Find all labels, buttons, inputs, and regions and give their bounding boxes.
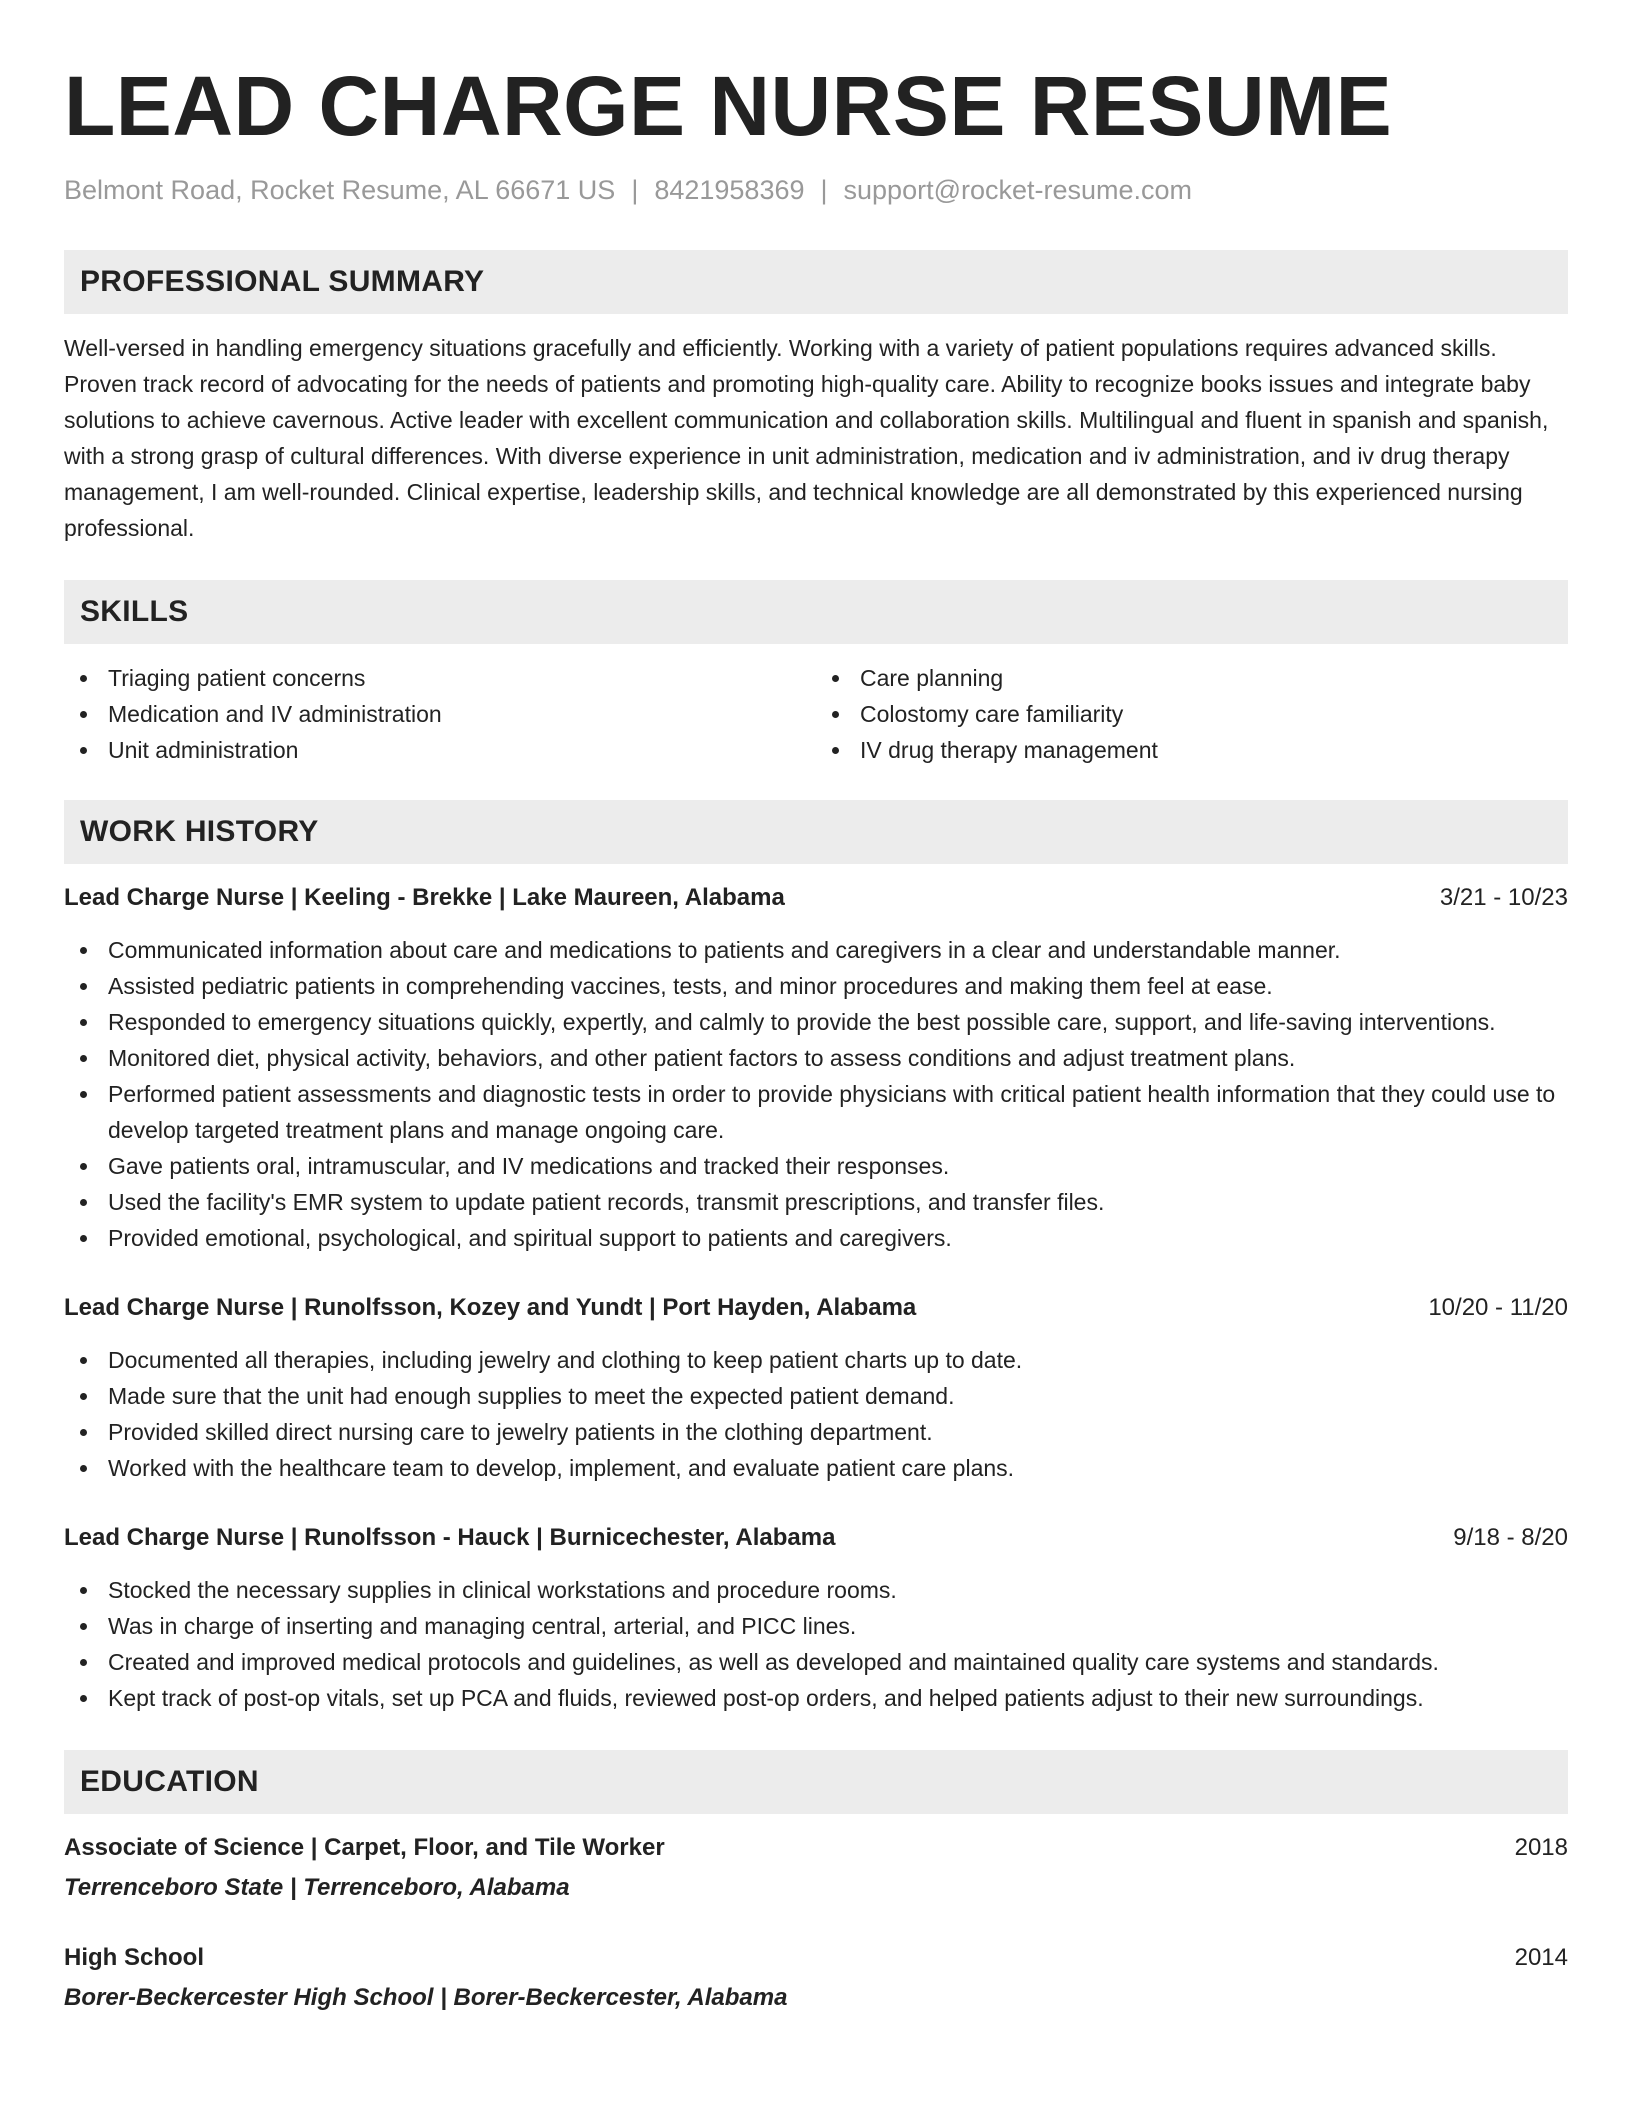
job-bullet: Kept track of post-op vitals, set up PCA and fluids, reviewed post-op orders, and helped patients adjust to their new surroundings. xyxy=(64,1680,1568,1716)
contact-address: Belmont Road, Rocket Resume, AL 66671 US xyxy=(64,175,616,205)
education-header xyxy=(64,1830,1568,1866)
contact-phone: 8421958369 xyxy=(654,175,805,205)
education-degree: Associate of Science | Carpet, Floor, and Tile Worker xyxy=(64,1834,665,1861)
skill-item: Care planning xyxy=(816,660,1568,696)
job-header xyxy=(64,880,1568,916)
job-bullet: Monitored diet, physical activity, behaviors, and other patient factors to assess conditions and adjust treatment plans. xyxy=(64,1040,1568,1076)
job-bullet: Provided skilled direct nursing care to jewelry patients in the clothing department. xyxy=(64,1414,1568,1450)
job-bullet: Worked with the healthcare team to develop, implement, and evaluate patient care plans. xyxy=(64,1450,1568,1486)
skills-column-left xyxy=(64,660,816,768)
education-header xyxy=(64,1940,1568,1976)
job-dates: 9/18 - 8/20 xyxy=(1453,1524,1568,1551)
contact-line xyxy=(64,172,1568,208)
job-title: Lead Charge Nurse | Keeling - Brekke | Lake Maureen, Alabama xyxy=(64,884,785,911)
job-bullet: Used the facility's EMR system to update patient records, transmit prescriptions, and transfer files. xyxy=(64,1184,1568,1220)
job-entry xyxy=(64,1290,1568,1486)
section-heading-work-history: WORK HISTORY xyxy=(64,800,1568,864)
job-bullet: Made sure that the unit had enough supplies to meet the expected patient demand. xyxy=(64,1378,1568,1414)
job-bullet: Performed patient assessments and diagnostic tests in order to provide physicians with critical patient health information that they could use to develop targeted treatment plans and manage ongoing care. xyxy=(64,1076,1568,1148)
job-bullets xyxy=(64,1572,1568,1716)
education-entry xyxy=(64,1940,1568,2016)
section-heading-skills: SKILLS xyxy=(64,580,1568,644)
job-title: Lead Charge Nurse | Runolfsson - Hauck | Burnicechester, Alabama xyxy=(64,1524,836,1551)
resume-title: LEAD CHARGE NURSE RESUME xyxy=(64,59,1393,153)
education-entry xyxy=(64,1830,1568,1906)
summary-text: Well-versed in handling emergency situations gracefully and efficiently. Working with a variety of patient populations requires advanced skills. Proven track record of advocating for the needs of patients and promoting high-quality care. Ability to recognize books issues and integrate baby solutions to achieve cavernous. Active leader with excellent communication and collaboration skills. Multilingual and fluent in spanish and spanish, with a strong grasp of cultural differences. With diverse experience in unit administration, medication and iv administration, and iv drug therapy management, I am well-rounded. Clinical expertise, leadership skills, and technical knowledge are all demonstrated by this experienced nursing professional. xyxy=(64,335,1549,541)
contact-email: support@rocket-resume.com xyxy=(843,175,1193,205)
section-heading-summary: PROFESSIONAL SUMMARY xyxy=(64,250,1568,314)
job-bullet: Created and improved medical protocols and guidelines, as well as developed and maintained quality care systems and standards. xyxy=(64,1644,1568,1680)
job-dates: 3/21 - 10/23 xyxy=(1439,884,1568,911)
job-dates: 10/20 - 11/20 xyxy=(1428,1294,1568,1321)
job-bullet: Gave patients oral, intramuscular, and IV medications and tracked their responses. xyxy=(64,1148,1568,1184)
contact-separator: | xyxy=(820,175,828,205)
skills-column-right xyxy=(816,660,1568,768)
job-bullets xyxy=(64,932,1568,1256)
job-header xyxy=(64,1290,1568,1326)
job-bullet: Assisted pediatric patients in comprehending vaccines, tests, and minor procedures and making them feel at ease. xyxy=(64,968,1568,1004)
job-header xyxy=(64,1520,1568,1556)
section-heading-education: EDUCATION xyxy=(64,1750,1568,1814)
job-bullet: Communicated information about care and medications to patients and caregivers in a clear and understandable manner. xyxy=(64,932,1568,968)
education-degree: High School xyxy=(64,1944,204,1971)
contact-separator: | xyxy=(631,175,639,205)
job-bullet: Provided emotional, psychological, and spiritual support to patients and caregivers. xyxy=(64,1220,1568,1256)
skill-item: Triaging patient concerns xyxy=(64,660,816,696)
job-entry xyxy=(64,880,1568,1256)
education-year: 2014 xyxy=(1514,1944,1568,1971)
job-bullet: Documented all therapies, including jewelry and clothing to keep patient charts up to date. xyxy=(64,1342,1568,1378)
job-bullet: Responded to emergency situations quickly, expertly, and calmly to provide the best possible care, support, and life-saving interventions. xyxy=(64,1004,1568,1040)
job-title: Lead Charge Nurse | Runolfsson, Kozey and Yundt | Port Hayden, Alabama xyxy=(64,1294,917,1321)
skill-item: Colostomy care familiarity xyxy=(816,696,1568,732)
skills-list xyxy=(64,660,1568,768)
skill-item: Unit administration xyxy=(64,732,816,768)
job-bullet: Was in charge of inserting and managing central, arterial, and PICC lines. xyxy=(64,1608,1568,1644)
skill-item: Medication and IV administration xyxy=(64,696,816,732)
education-school: Borer-Beckercester High School | Borer-Beckercester, Alabama xyxy=(64,1984,788,2011)
job-bullet: Stocked the necessary supplies in clinical workstations and procedure rooms. xyxy=(64,1572,1568,1608)
job-bullets xyxy=(64,1342,1568,1486)
job-entry xyxy=(64,1520,1568,1716)
skill-item: IV drug therapy management xyxy=(816,732,1568,768)
education-school: Terrenceboro State | Terrenceboro, Alabama xyxy=(64,1874,570,1901)
education-year: 2018 xyxy=(1514,1834,1568,1861)
